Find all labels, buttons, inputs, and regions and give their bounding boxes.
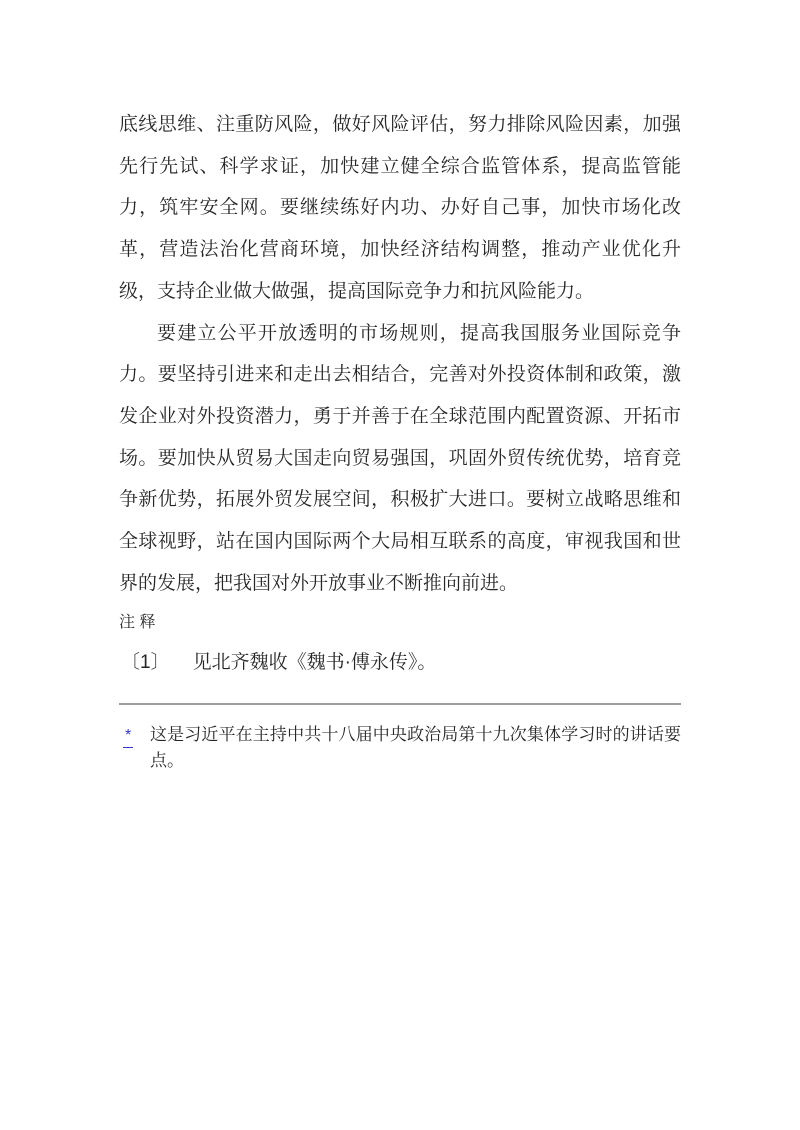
body-text-line: 级，支持企业做大做强，提高国际竞争力和抗风险能力。 xyxy=(119,280,595,302)
note-1-text: 见北齐魏收《魏书·傅永传》。 xyxy=(192,652,437,674)
paragraph-1 xyxy=(119,104,681,313)
body-text-line: 力。要坚持引进来和走出去相结合，完善对外投资体制和政策，激 xyxy=(119,364,681,386)
notes-section xyxy=(119,613,681,675)
page-content xyxy=(119,0,681,774)
note-1-marker: 〔1〕 xyxy=(121,652,170,674)
notes-heading: 注 释 xyxy=(119,614,156,632)
source-footnote xyxy=(119,722,681,774)
footnote-marker-cell xyxy=(119,722,150,774)
body-text-line: 场。要加快从贸易大国走向贸易强国，巩固外贸传统优势，培育竞 xyxy=(119,447,681,469)
body-text-line: 先行先试、科学求证，加快建立健全综合监管体系，提高监管能 xyxy=(119,155,681,177)
body-text-line: 革，营造法治化营商环境，加快经济结构调整，推动产业优化升 xyxy=(119,239,681,261)
note-item-1 xyxy=(119,651,681,675)
body-text-line: 全球视野，站在国内国际两个大局相互联系的高度，审视我国和世 xyxy=(119,531,681,553)
body-text-line: 要建立公平开放透明的市场规则，提高我国服务业国际竞争 xyxy=(157,322,681,344)
body-text-line: 界的发展，把我国对外开放事业不断推向前进。 xyxy=(119,572,519,594)
footnote-divider xyxy=(119,703,681,705)
body-text-line: 争新优势，拓展外贸发展空间，积极扩大进口。要树立战略思维和 xyxy=(119,489,681,511)
body-text-line: 力，筑牢安全网。要继续练好内功、办好自己事，加快市场化改 xyxy=(119,197,681,219)
footnote-asterisk-link[interactable]: * xyxy=(123,729,133,748)
paragraph-2 xyxy=(119,313,681,605)
body-text-line: 底线思维、注重防风险，做好风险评估，努力排除风险因素，加强 xyxy=(119,114,681,135)
footnote-text: 这是习近平在主持中共十八届中央政治局第十九次集体学习时的讲话要点。 xyxy=(150,725,681,771)
body-text-line: 发企业对外投资潜力，勇于并善于在全球范围内配置资源、开拓市 xyxy=(119,405,681,427)
